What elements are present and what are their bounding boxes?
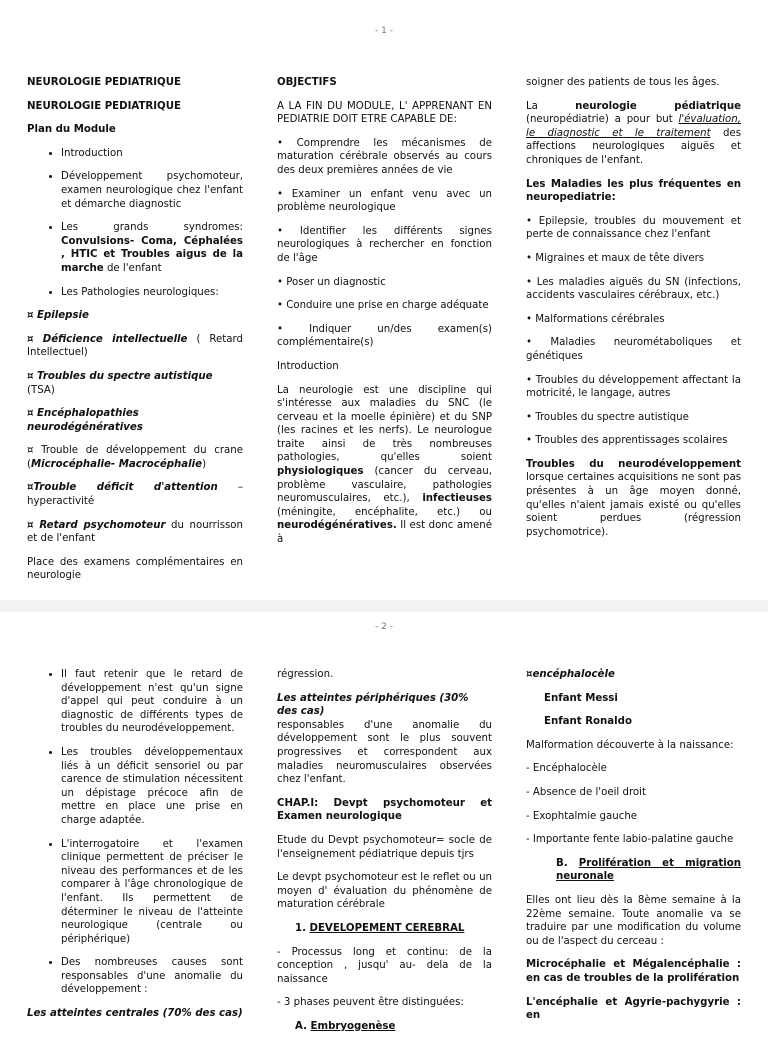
paragraph: soigner des patients de tous les âges. — [526, 77, 720, 88]
paragraph: - Processus long et continu: de la conception , jusqu' au- dela de la naissance — [277, 946, 492, 985]
disease-item: • Epilepsie, troubles du mouvement et perte de connaissance chez l'enfant — [526, 215, 741, 241]
disease-item: • Migraines et maux de tête divers — [526, 252, 705, 264]
pathology-item: ¤ Encéphalopathies neurodégénératives — [27, 408, 143, 433]
pathology-item: ¤ Trouble de développement du crane (Microcéphalie- Macrocéphalie) — [27, 445, 243, 470]
objective-item: • Conduire une prise en charge adéquate — [277, 300, 489, 312]
page1-column-2 — [277, 76, 492, 557]
list-item: • Introduction — [61, 147, 243, 161]
subheading: ¤encéphalocèle — [526, 669, 615, 680]
paragraph: Le devpt psychomoteur est le reflet ou un moyen d' évaluation du phénomène de maturation cérébrale — [277, 872, 492, 911]
list-item: - Importante fente labio-palatine gauche — [526, 834, 734, 846]
paragraph: responsables d'une anomalie du développement sont le plus souvent progressives et correspondent aux maladies neuromusculaires observées chez l'enfant. — [277, 719, 492, 786]
paragraph: Etude du Devpt psychomoteur= socle de l'enseignement pédiatrique depuis tjrs — [277, 834, 492, 860]
list-item: • Des nombreuses causes sont responsables d'une anomalie du développement : — [61, 956, 243, 997]
paragraph: Place des examens complémentaires en neurologie — [27, 556, 243, 582]
disease-item: • Troubles des apprentissages scolaires — [526, 435, 728, 447]
pathology-item: ¤ Retard psychomoteur du nourrisson et de l'enfant — [27, 519, 243, 545]
subheading: Les atteintes périphériques (30% des cas) — [277, 692, 469, 718]
paragraph: Troubles du neurodéveloppement lorsque certaines acquisitions ne sont pas présentes à un âge moyen donné, qu'elles n'aient jamais existé ou qu'elles soient perdues (régression psychomotrice). — [526, 458, 741, 538]
list-item: • Il faut retenir que le retard de développement n'est qu'un signe d'appel qui peut conduire à un diagnostic de différents types de troubles du neurodéveloppement. — [61, 668, 243, 736]
paragraph: - 3 phases peuvent être distinguées: — [277, 997, 464, 1009]
page1-column-3 — [526, 76, 741, 549]
objective-item: • Indiquer un/des examen(s) complémentaire(s) — [277, 323, 492, 349]
pathology-item: ¤ Epilepsie — [27, 310, 89, 322]
pathology-item: ¤Trouble déficit d'attention – hyperactivité — [27, 482, 243, 508]
list-item: - Encéphalocèle — [526, 763, 607, 775]
page-separator — [0, 600, 768, 612]
subheading: Microcéphalie et Mégalencéphalie : en cas de troubles de la prolifération — [526, 959, 741, 984]
list-item: • Les troubles développementaux liés à un déficit sensoriel ou par carence de stimulation nécessitent un dépistage précoce afin de mettre en place une prise en charge adaptée. — [61, 746, 243, 828]
paragraph: La neurologie est une discipline qui s'intéresse aux maladies du SNC (le cerveau et la moelle épinière) et du SNP (les racines et les nerfs). Le neurologue traite ainsi de très nombreuses pathologies, qu'elles soient physiologiques (cancer du cerveau, problème vasculaire, pathologies neuromusculaires, etc.), infectieuses (méningite, encéphalite, etc.) ou neurodégénératives. Il est donc amené à — [277, 384, 492, 546]
list-item: • Développement psychomoteur, examen neurologique chez l'enfant et démarche diagnostic — [61, 170, 243, 211]
page2-column-3 — [526, 668, 741, 1033]
cut-off-line: L'encéphalie et Agyrie-pachygyrie : en — [526, 996, 741, 1022]
heading: NEUROLOGIE PEDIATRIQUE — [27, 100, 181, 112]
objectives-heading: OBJECTIFS — [277, 77, 337, 88]
paragraph: Elles ont lieu dès la 8ème semaine à la 22ème semaine. Toute anomalie va se traduire par une modification du volume ou de l'aspect du cerceau : — [526, 894, 741, 947]
paragraph: La neurologie pédiatrique (neuropédiatrie) a pour but l'évaluation, le diagnostic et le traitement des affections neurologiques aiguës et chroniques de l'enfant. — [526, 100, 741, 166]
list-item: - Exophtalmie gauche — [526, 810, 638, 822]
section-heading: Les Maladies les plus fréquentes en neuropediatrie: — [526, 178, 741, 204]
pathology-item: ¤ Troubles du spectre autistique (TSA) — [27, 370, 213, 396]
plan-heading: Plan du Module — [27, 124, 116, 136]
paragraph: Malformation découverte à la naissance: — [526, 739, 734, 751]
disease-item: • Maladies neurométaboliques et génétiques — [526, 337, 741, 362]
paragraph: régression. — [277, 669, 334, 680]
objective-item: • Identifier les différents signes neurologiques à rechercher en fonction de l'âge — [277, 225, 492, 264]
page2-column-1 — [27, 668, 243, 1031]
list-item: • Les grands syndromes: Convulsions- Coma, Céphalées , HTIC et Troubles aigus de la marche de l'enfant — [61, 221, 243, 275]
subheading: Les atteintes centrales (70% des cas) — [27, 1008, 243, 1020]
page2-column-2 — [277, 668, 492, 1043]
list-item: • Les Pathologies neurologiques: — [61, 286, 243, 300]
pathology-item: ¤ Déficience intellectuelle ( Retard Intellectuel) — [27, 333, 243, 359]
objective-item: • Comprendre les mécanismes de maturation cérébrale observés au cours des deux premières années de vie — [277, 137, 492, 176]
objective-item: • Examiner un enfant venu avec un problème neurologique — [277, 188, 492, 214]
list-item: - Absence de l'oeil droit — [526, 786, 646, 798]
page-number: - 1 - — [375, 26, 393, 36]
disease-item: • Troubles du spectre autistique — [526, 411, 689, 423]
chapter-heading: CHAP.I: Devpt psychomoteur et Examen neurologique — [277, 797, 492, 823]
disease-item: • Malformations cérébrales — [526, 313, 665, 325]
case-label: Enfant Ronaldo — [544, 716, 632, 728]
disease-item: • Les maladies aiguës du SN (infections, accidents vasculaires cérébraux, etc.) — [526, 276, 741, 302]
introduction-heading: Introduction — [277, 360, 339, 372]
bullet-list — [27, 668, 243, 997]
section-heading: B. Prolifération et migration neuronale — [556, 857, 741, 883]
objective-item: • Poser un diagnostic — [277, 276, 386, 288]
section-heading: A. Embryogenèse — [295, 1020, 396, 1032]
objectives-intro: A LA FIN DU MODULE, L' APPRENANT EN PEDIATRIE DOIT ETRE CAPABLE DE: — [277, 100, 492, 126]
plan-list — [27, 147, 243, 299]
section-heading: 1. DEVELOPEMENT CEREBRAL — [295, 922, 465, 934]
heading: NEUROLOGIE PEDIATRIQUE — [27, 77, 181, 88]
page-2 — [0, 612, 768, 1032]
disease-item: • Troubles du développement affectant la motricité, le langage, autres — [526, 374, 741, 400]
case-label: Enfant Messi — [544, 692, 618, 704]
page1-column-1 — [27, 76, 243, 593]
list-item: • L'interrogatoire et l'examen clinique permettent de préciser le niveau des performances et de les comparer à l'âge chronologique de l'enfant. Ils permettent de déterminer le niveau de l'atteinte neurologique (centrale ou périphérique) — [61, 838, 243, 947]
page-number: - 2 - — [375, 622, 393, 632]
